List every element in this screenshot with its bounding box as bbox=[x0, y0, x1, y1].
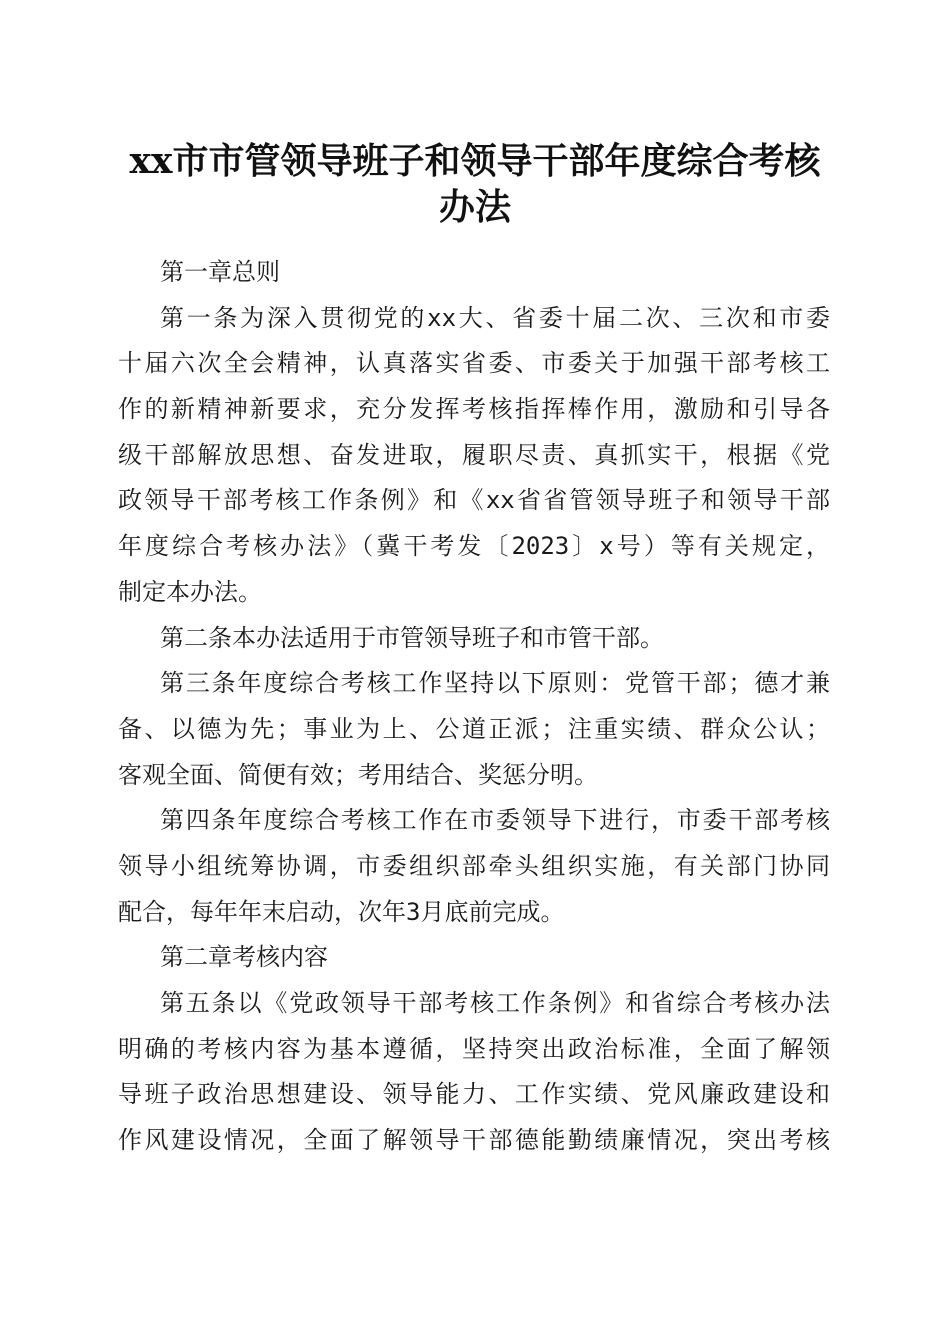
text-line: 备、以德为先；事业为上、公道正派；注重实绩、群众公认； bbox=[118, 714, 830, 743]
text-line: 作的新精神新要求，充分发挥考核指挥棒作用，激励和引导各 bbox=[118, 395, 830, 424]
text-line: 年度综合考核办法》（冀干考发〔2023〕x号）等有关规定， bbox=[118, 532, 830, 561]
text-line: 制定本办法。 bbox=[118, 577, 262, 606]
document-title bbox=[110, 138, 840, 230]
chapter-heading: 第一章总则 bbox=[160, 258, 280, 286]
text-line: 第一条为深入贯彻党的xx大、省委十届二次、三次和市委 bbox=[160, 303, 830, 332]
text-line: 第三条年度综合考核工作坚持以下原则：党管干部；德才兼 bbox=[160, 669, 830, 698]
text-line: 领导小组统筹协调，市委组织部牵头组织实施，有关部门协同 bbox=[118, 851, 830, 880]
text-line: 级干部解放思想、奋发进取，履职尽责、真抓实干，根据《党 bbox=[118, 440, 830, 469]
text-line: 第四条年度综合考核工作在市委领导下进行，市委干部考核 bbox=[160, 806, 830, 835]
chapter-heading: 第二章考核内容 bbox=[160, 943, 328, 972]
text-line: 配合，每年年末启动，次年3月底前完成。 bbox=[118, 897, 565, 926]
text-line: 作风建设情况，全面了解领导干部德能勤绩廉情况，突出考核 bbox=[118, 1126, 830, 1155]
text-line: 导班子政治思想建设、领导能力、工作实绩、党风廉政建设和 bbox=[118, 1080, 830, 1109]
title-line-2: 办法 bbox=[438, 186, 511, 228]
document-body bbox=[118, 250, 830, 1164]
text-line: 第二条本办法适用于市管领导班子和市管干部。 bbox=[160, 623, 664, 652]
title-line-1: xx市市管领导班子和领导干部年度综合考核 bbox=[129, 140, 821, 182]
text-line: 第五条以《党政领导干部考核工作条例》和省综合考核办法 bbox=[160, 989, 830, 1017]
text-line: 客观全面、简便有效；考用结合、奖惩分明。 bbox=[118, 760, 598, 789]
text-line: 政领导干部考核工作条例》和《xx省省管领导班子和领导干部 bbox=[118, 486, 830, 515]
text-line: 明确的考核内容为基本遵循，坚持突出政治标准，全面了解领 bbox=[118, 1034, 830, 1063]
text-line: 十届六次全会精神，认真落实省委、市委关于加强干部考核工 bbox=[118, 349, 830, 378]
